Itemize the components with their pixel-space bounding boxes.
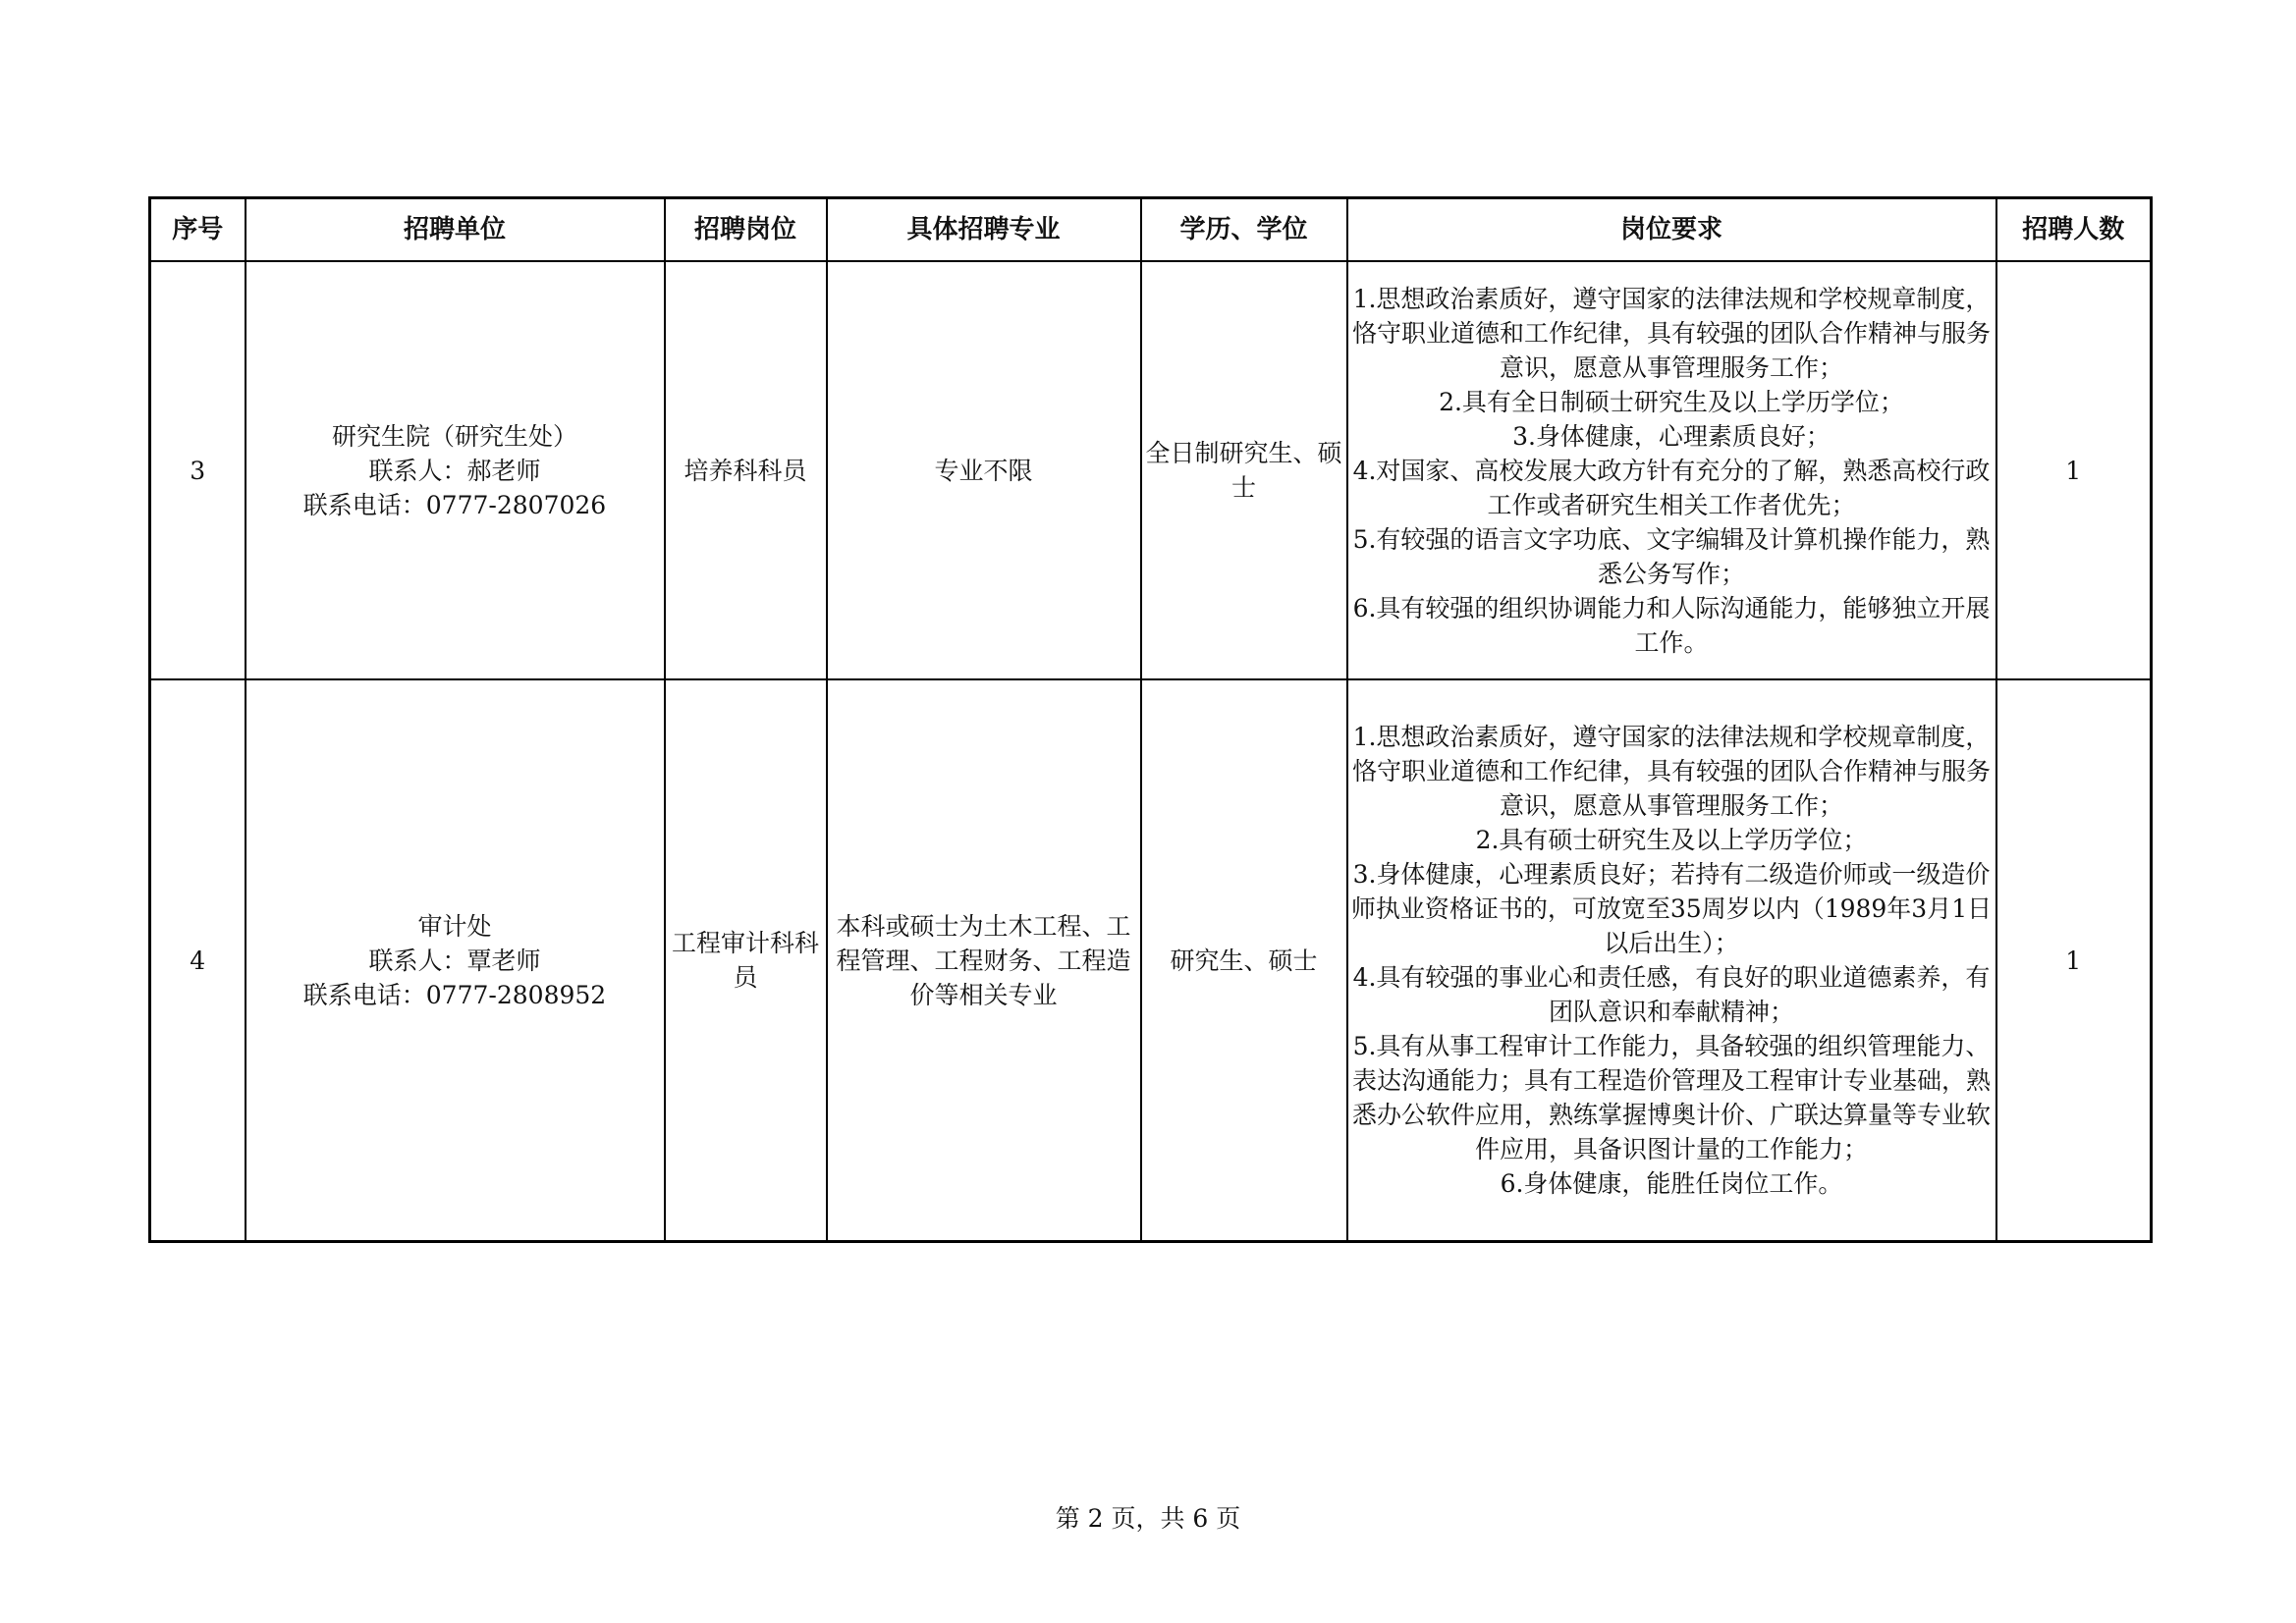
header-requirements: 岗位要求 [1347,198,1996,262]
requirement-item: 5.有较强的语言文字功底、文字编辑及计算机操作能力，熟悉公务写作； [1352,524,1991,588]
header-index: 序号 [150,198,246,262]
unit-phone: 联系电话：0777-2808952 [302,980,607,1009]
requirement-item: 4.对国家、高校发展大政方针有充分的了解，熟悉高校行政工作或者研究生相关工作者优先； [1352,456,1991,519]
cell-position: 工程审计科科员 [665,679,827,1242]
header-degree: 学历、学位 [1141,198,1347,262]
cell-count: 1 [1996,261,2152,679]
cell-unit [246,679,665,1242]
header-position: 招聘岗位 [665,198,827,262]
requirement-item: 6.具有较强的组织协调能力和人际沟通能力，能够独立开展工作。 [1352,593,1991,657]
requirement-item: 2.具有全日制硕士研究生及以上学历学位； [1439,387,1904,416]
cell-major: 本科或硕士为土木工程、工程管理、工程财务、工程造价等相关专业 [827,679,1141,1242]
cell-major: 专业不限 [827,261,1141,679]
requirement-item: 6.身体健康，能胜任岗位工作。 [1500,1169,1843,1198]
cell-unit [246,261,665,679]
cell-requirements [1347,261,1996,679]
requirement-item: 5.具有从事工程审计工作能力，具备较强的组织管理能力、表达沟通能力；具有工程造价管理及工程审计专业基础，熟悉办公软件应用，熟练掌握博奥计价、广联达算量等专业软件应用，具备识图计量的工作能力； [1351,1032,1991,1163]
recruitment-table [148,196,2153,1243]
header-major: 具体招聘专业 [827,198,1141,262]
recruitment-table-container [148,196,2150,1243]
unit-contact: 联系人：郝老师 [368,456,541,485]
header-count: 招聘人数 [1996,198,2152,262]
cell-index: 3 [150,261,246,679]
unit-name: 研究生院（研究生处） [331,421,577,451]
cell-requirements [1347,679,1996,1242]
unit-phone: 联系电话：0777-2807026 [302,490,607,519]
cell-position: 培养科科员 [665,261,827,679]
header-unit: 招聘单位 [246,198,665,262]
table-header-row [150,198,2152,262]
cell-index: 4 [150,679,246,1242]
requirement-item: 3.身体健康，心理素质良好； [1512,421,1831,451]
table-row [150,679,2152,1242]
requirement-item: 1.思想政治素质好，遵守国家的法律法规和学校规章制度，恪守职业道德和工作纪律，具有较强的团队合作精神与服务意识，愿意从事管理服务工作； [1351,284,1991,382]
page-number-footer: 第 2 页，共 6 页 [1055,1504,1241,1533]
unit-contact: 联系人：覃老师 [368,946,541,975]
cell-degree: 研究生、硕士 [1141,679,1347,1242]
table-row [150,261,2152,679]
requirement-item: 1.思想政治素质好，遵守国家的法律法规和学校规章制度，恪守职业道德和工作纪律，具有较强的团队合作精神与服务意识，愿意从事管理服务工作； [1351,723,1991,820]
requirement-item: 4.具有较强的事业心和责任感，有良好的职业道德素养，有团队意识和奉献精神； [1352,963,1991,1026]
cell-count: 1 [1996,679,2152,1242]
requirement-item: 2.具有硕士研究生及以上学历学位； [1475,826,1868,854]
unit-name: 审计处 [417,911,492,941]
cell-degree: 全日制研究生、硕士 [1141,261,1347,679]
requirement-item: 3.身体健康，心理素质良好；若持有二级造价师或一级造价师执业资格证书的，可放宽至35周岁以内（1989年3月1日以后出生）； [1350,860,1993,957]
